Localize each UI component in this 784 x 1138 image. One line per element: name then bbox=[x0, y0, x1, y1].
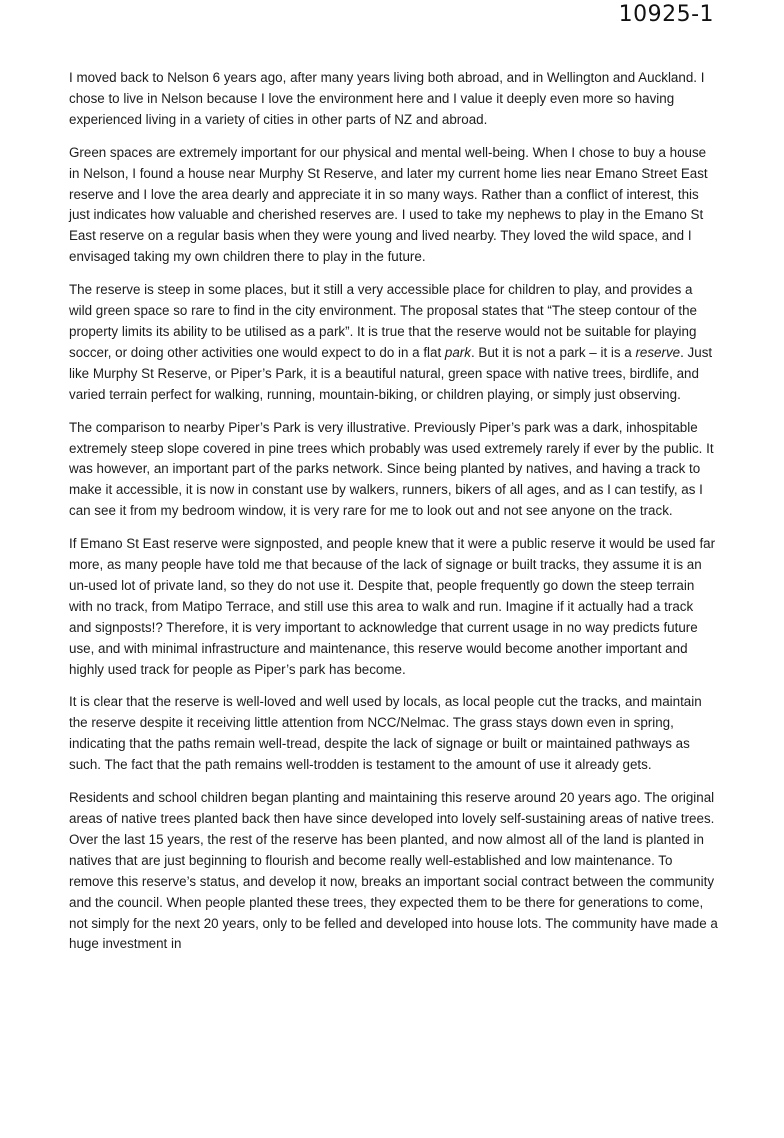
paragraph-2 bbox=[69, 143, 719, 268]
italic-text-segment: reserve bbox=[635, 344, 681, 360]
text-segment: . But it is not a park – it is a bbox=[470, 344, 636, 360]
paragraph-7 bbox=[69, 788, 719, 955]
paragraph-1 bbox=[69, 68, 719, 131]
text-segment: If Emano St East reserve were signposted, and people knew that it were a public reserve it would be used far more, as many people have told me that because of the lack of signage or built tracks, they assume it is an un-used lot of private land, so they do not use it. Despite that, people frequently go down the steep terrain with no track, from Matipo Terrace, and still use this area to walk and run. Imagine if it actually had a track and signposts!? Therefore, it is very important to acknowledge that current usage in no way predicts future use, and with minimal infrastructure and maintenance, this reserve would become another important and highly used track for people as Piper’s park has become. bbox=[69, 536, 716, 677]
document-body bbox=[69, 68, 719, 967]
paragraph-3 bbox=[69, 280, 719, 405]
text-segment: Residents and school children began planting and maintaining this reserve around 20 years ago. The original areas of native trees planted back then have since developed into lovely self-sustaining areas of native trees. Over the last 15 years, the rest of the reserve has been planted, and now almost all of the land is planted in natives that are just beginning to flourish and become really well-established and low maintenance. To remove this reserve’s status, and develop it now, breaks an important social contract between the community and the council. When people planted these trees, they expected them to be there for generations to come, not simply for the next 20 years, only to be felled and developed into house lots. The community have made a huge investment in bbox=[69, 790, 718, 952]
document-reference-number: 10925-1 bbox=[618, 2, 714, 27]
text-segment: The reserve is steep in some places, but it still a very accessible place for children to play, and provides a wild green space so rare to find in the city environment. The proposal states that “The steep contour of the property limits its ability to be utilised as a park”. It is true that the reserve would not be suitable for playing soccer, or doing other activities one would expect to do in a flat bbox=[69, 282, 697, 360]
italic-text-segment: park bbox=[444, 344, 471, 360]
paragraph-6 bbox=[69, 692, 719, 776]
paragraph-4 bbox=[69, 418, 719, 523]
text-segment: It is clear that the reserve is well-loved and well used by locals, as local people cut the tracks, and maintain the reserve despite it receiving little attention from NCC/Nelmac. The grass stays down even in spring, indicating that the paths remain well-tread, despite the lack of signage or built or maintained pathways as such. The fact that the path remains well-trodden is testament to the amount of use it already gets. bbox=[69, 694, 702, 773]
text-segment: Green spaces are extremely important for our physical and mental well-being. When I chose to buy a house in Nelson, I found a house near Murphy St Reserve, and later my current home lies near Emano Street East reserve and I love the area dearly and appreciate it in so many ways. Rather than a conflict of interest, this just indicates how valuable and cherished reserves are. I used to take my nephews to play in the Emano St East reserve on a regular basis when they were young and lived nearby. They loved the wild space, and I envisaged taking my own children there to play in the future. bbox=[69, 144, 708, 265]
text-segment: The comparison to nearby Piper’s Park is very illustrative. Previously Piper’s park was a dark, inhospitable extremely steep slope covered in pine trees which probably was used extremely rarely if ever by the public. It was however, an important part of the parks network. Since being planted by natives, and having a track to make it accessible, it is now in constant use by walkers, runners, bikers of all ages, and as I can testify, as I can see it from my bedroom window, it is very rare for me to look out and not see anyone on the track. bbox=[69, 419, 714, 519]
paragraph-5 bbox=[69, 534, 719, 680]
text-segment: I moved back to Nelson 6 years ago, after many years living both abroad, and in Wellington and Auckland. I chose to live in Nelson because I love the environment here and I value it deeply even more so having experienced living in a variety of cities in other parts of NZ and abroad. bbox=[69, 70, 705, 127]
text-segment: . Just like Murphy St Reserve, or Piper’s Park, it is a beautiful natural, green space with native trees, birdlife, and varied terrain perfect for walking, running, mountain-biking, or children playing, or simply just observing. bbox=[69, 344, 713, 402]
